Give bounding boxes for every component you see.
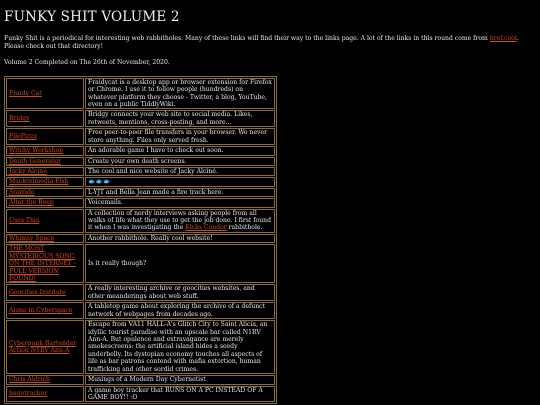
link-name-cell bbox=[6, 128, 84, 145]
link-name-cell bbox=[6, 234, 84, 243]
intro-paragraph bbox=[4, 35, 536, 50]
table-row bbox=[6, 157, 275, 166]
link-description-cell bbox=[85, 177, 275, 186]
table-row bbox=[6, 198, 275, 207]
link-description-cell bbox=[85, 320, 275, 374]
description-text: The cool and nice website of Jacky Alciné. bbox=[88, 167, 218, 175]
link-description-cell bbox=[85, 146, 275, 155]
rabbithole-link[interactable]: Alone in Cyberspace bbox=[9, 306, 73, 314]
rabbithole-link[interactable]: Whimsy Space bbox=[9, 234, 55, 242]
link-name-cell bbox=[6, 209, 84, 233]
table-row bbox=[6, 209, 275, 233]
links-table bbox=[4, 76, 277, 405]
description-text: Create your own death screens. bbox=[88, 157, 187, 165]
table-row bbox=[6, 78, 275, 110]
rabbithole-link[interactable]: Mackrelmedia Fish bbox=[9, 178, 69, 186]
link-description-cell bbox=[85, 284, 275, 301]
rabbithole-link[interactable]: Death Generator bbox=[9, 157, 62, 165]
link-description-cell bbox=[85, 386, 275, 403]
href-cool-link[interactable]: href.cool bbox=[489, 35, 517, 43]
description-text: Free peer-to-peer file transfers in your browser. We never store anything. Files only served fresh. bbox=[88, 129, 268, 144]
link-name-cell bbox=[6, 167, 84, 176]
link-description-cell bbox=[85, 128, 275, 145]
table-row bbox=[6, 188, 275, 197]
table-row bbox=[6, 234, 275, 243]
table-row bbox=[6, 302, 275, 319]
rabbithole-link[interactable]: Chris Aldrich bbox=[9, 376, 50, 384]
description-text: A tabletop game about exploring the archive of a defunct network of webpages from decades ago. bbox=[88, 303, 266, 318]
description-text: Fraidycat is a desktop app or browser extension for Firefox or Chrome. I use it to follow people (hundreds) on whatever platform they choose - Twitter, a blog, YouTube, even on a public TiddlyWiki. bbox=[88, 78, 272, 108]
table-row bbox=[6, 167, 275, 176]
description-text: Voicemails. bbox=[88, 199, 123, 207]
rabbithole-link[interactable]: Cyberpunk Bartender Action N1RV Ann-A bbox=[9, 339, 77, 355]
rabbithole-link[interactable]: Jacky Alciné bbox=[9, 167, 47, 175]
completed-date: Volume 2 Completed on The 26th of November, 2020. bbox=[4, 59, 170, 67]
description-text-end: rabbithole. bbox=[226, 224, 263, 232]
rabbithole-link[interactable]: FilePizza bbox=[9, 132, 37, 140]
rabbithole-link[interactable]: Fraidy Cat bbox=[9, 89, 42, 97]
description-text: A really interesting archive or geocities websites, and other meanderings about web stuff. bbox=[88, 285, 255, 300]
link-name-cell bbox=[6, 284, 84, 301]
link-name-cell bbox=[6, 198, 84, 207]
rabbithole-link[interactable]: Witchy Workshop bbox=[9, 147, 64, 155]
link-name-cell bbox=[6, 110, 84, 127]
link-name-cell bbox=[6, 375, 84, 384]
link-description-cell bbox=[85, 209, 275, 233]
link-name-cell bbox=[6, 244, 84, 283]
description-text: Bridgy connects your web site to social media. Likes, retweets, mentions, cross-posting, and more... bbox=[88, 111, 253, 126]
link-name-cell bbox=[6, 386, 84, 403]
link-description-cell bbox=[85, 244, 275, 283]
table-row bbox=[6, 244, 275, 283]
link-name-cell bbox=[6, 302, 84, 319]
rabbithole-link[interactable]: Alter the Beep bbox=[9, 199, 54, 207]
link-name-cell bbox=[6, 188, 84, 197]
intro-text: Funky Shit is a periodical for interesting web rabbitholes. Many of these links will find their way to the links page. A lot of the links in this round come from bbox=[4, 35, 490, 43]
link-name-cell bbox=[6, 320, 84, 374]
link-name-cell bbox=[6, 177, 84, 186]
link-description-cell bbox=[85, 157, 275, 166]
description-text: Another rabbithole. Really cool website! bbox=[88, 234, 213, 242]
description-text: Escape from VA11 HALL-A's Glitch City to Saint Alicia, an idyllic tourist paradise with an upscale bar called N1RV Ann-A. But opulence and extravagance are merely smokescreens: the artificial island hides a seedy underbelly. Its dystopian economy touches all aspects of life as bar patrons contend with mafia extortion, human trafficking and other sordid crimes. bbox=[88, 321, 268, 373]
table-row bbox=[6, 177, 275, 186]
link-name-cell bbox=[6, 157, 84, 166]
links-table-body bbox=[6, 78, 275, 403]
link-description-cell bbox=[85, 78, 275, 110]
link-description-cell bbox=[85, 188, 275, 197]
description-text: A collection of nerdy interviews asking people from all walks of life what they use to get the job done. I first found it when I was investigating the bbox=[88, 209, 271, 232]
rabbithole-link[interactable]: THE MOST MYSTERIOUS SONG ON THE INTERNET - FULL VERSION FOUND! bbox=[9, 245, 76, 283]
link-description-cell bbox=[85, 234, 275, 243]
table-row bbox=[6, 146, 275, 155]
link-description-cell bbox=[85, 110, 275, 127]
rabbithole-link[interactable]: hugetracker bbox=[9, 390, 47, 398]
link-name-cell bbox=[6, 78, 84, 110]
description-text: 🐟🐟🐟 bbox=[88, 178, 111, 186]
table-row bbox=[6, 386, 275, 403]
description-text: A game boy tracker that RUNS ON A PC INSTEAD OF A GAME BOY!! :O bbox=[88, 386, 263, 401]
page-title: FUNKY SHIT VOLUME 2 bbox=[4, 9, 180, 25]
rabbithole-link[interactable]: Uses This bbox=[9, 217, 39, 225]
table-row bbox=[6, 375, 275, 384]
link-description-cell bbox=[85, 375, 275, 384]
description-text: An adorable game I have to check out soon. bbox=[88, 147, 224, 155]
link-description-cell bbox=[85, 302, 275, 319]
table-row bbox=[6, 128, 275, 145]
description-text: Is it really though? bbox=[88, 260, 147, 268]
intro-text-end: . Please check out that directory! bbox=[4, 35, 519, 50]
link-name-cell bbox=[6, 146, 84, 155]
table-row bbox=[6, 110, 275, 127]
table-row bbox=[6, 284, 275, 301]
rabbithole-link[interactable]: Starride bbox=[9, 188, 35, 196]
link-description-cell bbox=[85, 167, 275, 176]
link-description-cell bbox=[85, 198, 275, 207]
description-text: Musings of a Modern Day Cybernetist bbox=[88, 376, 206, 384]
table-row bbox=[6, 320, 275, 374]
rabbithole-link[interactable]: Geocities Institute bbox=[9, 289, 66, 297]
rabbithole-link[interactable]: Bridgy bbox=[9, 115, 30, 123]
description-text: L-YJT and Bella Jean made a fire track here. bbox=[88, 188, 224, 196]
kicks-condor-link[interactable]: Kicks Condor bbox=[185, 224, 227, 232]
